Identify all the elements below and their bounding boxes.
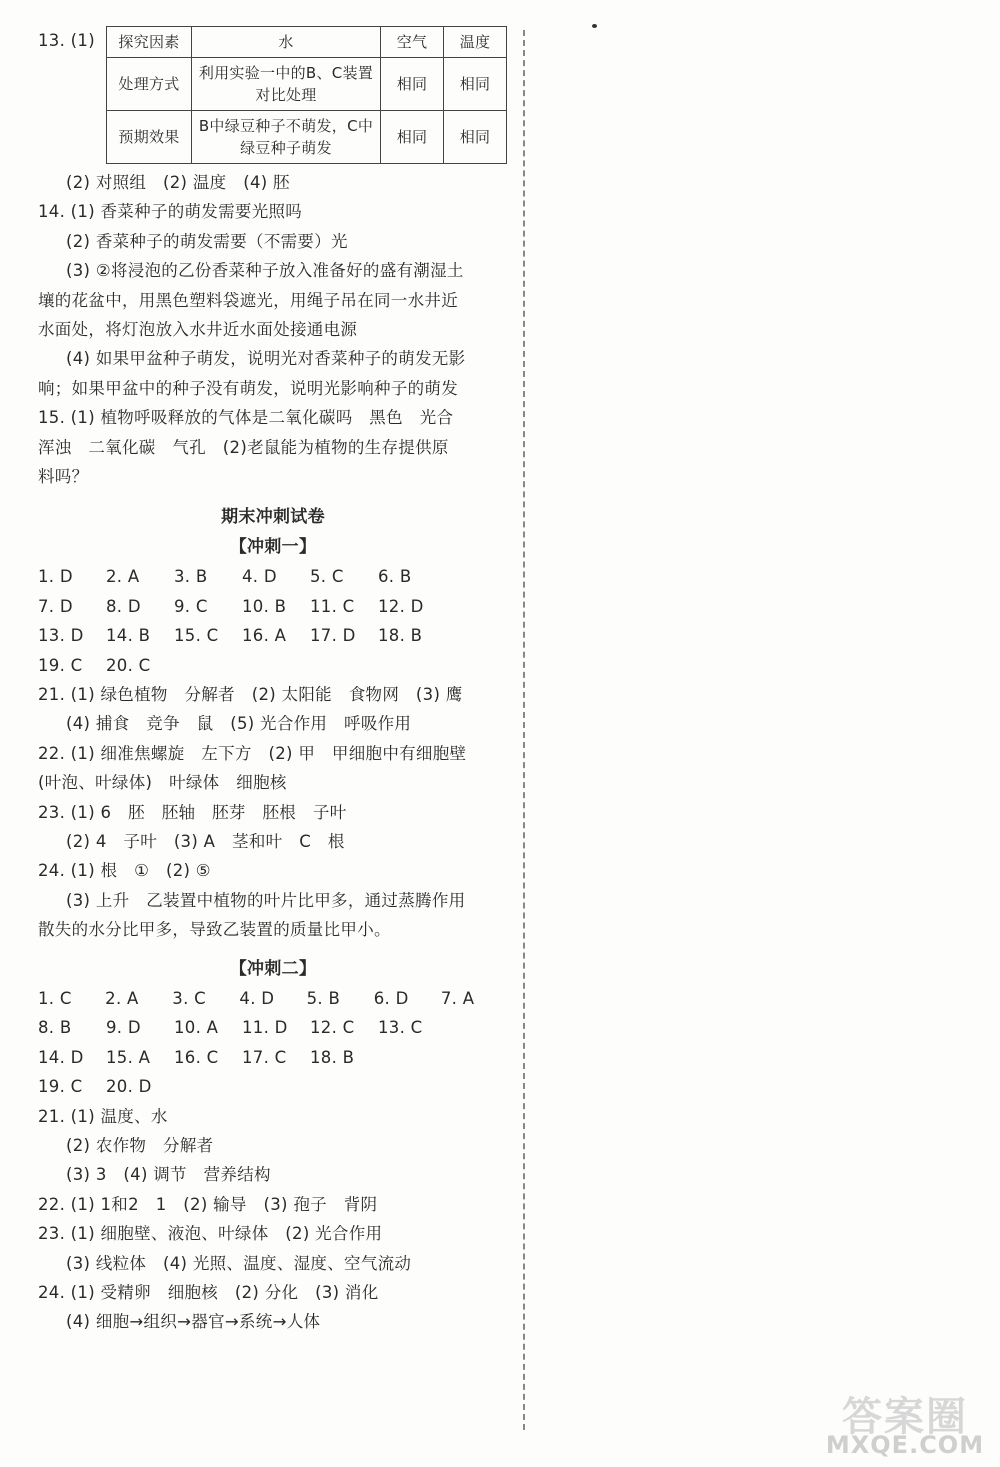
table-cell: 相同: [444, 111, 507, 164]
q13-part2: (2) 对照组 (2) 温度 (4) 胚: [66, 173, 290, 192]
choice-answer: 20. D: [106, 1077, 152, 1097]
answer-column: [38, 26, 508, 1337]
part1-title: 【冲刺一】: [229, 536, 317, 557]
q14-line: 14. (1) 香菜种子的萌发需要光照吗: [38, 202, 303, 222]
p2-answer-line: (2) 农作物 分解者: [66, 1136, 214, 1155]
part1-choice-row: [38, 651, 508, 680]
choice-answer: 5. C: [310, 567, 344, 587]
p1-answer-line: 21. (1) 绿色植物 分解者 (2) 太阳能 食物网 (3) 鹰: [38, 684, 463, 704]
choice-answer: 15. C: [174, 626, 219, 646]
choice-answer: 9. C: [174, 596, 208, 616]
p1-answer-line: 24. (1) 根 ① (2) ⑤: [38, 861, 211, 881]
q15-line: 浑浊 二氧化碳 气孔 (2)老鼠能为植物的生存提供原: [38, 437, 449, 457]
choice-answer: 2. A: [105, 988, 139, 1008]
choice-answer: 11. C: [310, 596, 355, 616]
p1-answer-line: 23. (1) 6 胚 胚轴 胚芽 胚根 子叶: [38, 802, 347, 822]
q14-line: 壤的花盆中，用黑色塑料袋遮光，用绳子吊在同一水井近: [38, 290, 458, 310]
p1-answer-line: 散失的水分比甲多，导致乙装置的质量比甲小。: [38, 920, 391, 940]
table-row: [107, 111, 507, 164]
choice-answer: 9. D: [106, 1018, 141, 1038]
table-cell: 预期效果: [107, 111, 192, 164]
ink-dot: [592, 24, 597, 28]
choice-answer: 17. D: [310, 626, 356, 646]
choice-answer: 10. B: [242, 596, 287, 616]
section-title: 期末冲刺试卷: [221, 507, 325, 528]
choice-answer: 3. C: [172, 988, 206, 1008]
spacer: [38, 945, 508, 955]
watermark-cn: 答案圈: [842, 1394, 968, 1440]
q13-block: [38, 26, 508, 164]
p2-answer-line: 22. (1) 1和2 1 (2) 输导 (3) 孢子 背阴: [38, 1194, 378, 1214]
choice-answer: 19. C: [38, 1077, 83, 1097]
choice-answer: 4. D: [242, 567, 277, 587]
choice-answer: 1. C: [38, 988, 72, 1008]
table-cell: 相同: [381, 111, 444, 164]
table-cell: 相同: [444, 58, 507, 111]
part2-title: 【冲刺二】: [229, 958, 317, 979]
choice-answer: 13. D: [38, 626, 84, 646]
choice-answer: 17. C: [242, 1047, 287, 1067]
q13-number: 13. (1): [38, 31, 95, 50]
choice-answer: 18. B: [310, 1047, 355, 1067]
choice-answer: 12. D: [378, 596, 424, 616]
choice-answer: 6. D: [373, 988, 409, 1008]
p1-answer-line: 22. (1) 细准焦螺旋 左下方 (2) 甲 甲细胞中有细胞壁: [38, 743, 467, 763]
part2-choice-row: [38, 1043, 508, 1072]
choice-answer: 13. C: [378, 1018, 423, 1038]
table-cell: 处理方式: [107, 58, 192, 111]
choice-answer: 11. D: [242, 1018, 288, 1038]
p2-answer-line: 21. (1) 温度、水: [38, 1106, 168, 1126]
q14-line: (4) 如果甲盆种子萌发，说明光对香菜种子的萌发无影: [66, 349, 466, 369]
part1-choice-row: [38, 562, 508, 591]
part2-choice-row: [38, 1013, 508, 1042]
p1-answer-line: (3) 上升 乙装置中植物的叶片比甲多，通过蒸腾作用: [66, 890, 466, 910]
watermark-logo: [815, 1385, 995, 1463]
choice-answer: 18. B: [378, 626, 423, 646]
choice-answer: 7. A: [440, 988, 475, 1008]
choice-answer: 14. B: [106, 626, 151, 646]
choice-answer: 6. B: [378, 567, 412, 587]
table-row: [107, 27, 507, 58]
table-cell: 水: [192, 27, 381, 58]
part1-choice-row: [38, 621, 508, 650]
choice-answer: 16. A: [242, 626, 287, 646]
table-cell: 温度: [444, 27, 507, 58]
choice-answer: 16. C: [174, 1047, 219, 1067]
choice-answer: 19. C: [38, 655, 83, 675]
p2-answer-line: (3) 线粒体 (4) 光照、温度、湿度、空气流动: [66, 1253, 412, 1273]
table-cell: B中绿豆种子不萌发，C中绿豆种子萌发: [192, 111, 381, 164]
table-cell: 空气: [381, 27, 444, 58]
part2-choice-row: [38, 1072, 508, 1101]
choice-answer: 15. A: [106, 1047, 151, 1067]
column-divider: [523, 30, 525, 1430]
watermark-en: MXQE.COM: [825, 1431, 985, 1459]
p1-answer-line: (2) 4 子叶 (3) A 茎和叶 C 根: [66, 831, 345, 851]
p1-answer-line: (叶泡、叶绿体) 叶绿体 细胞核: [38, 773, 287, 793]
table-cell: 利用实验一中的B、C装置对比处理: [192, 58, 381, 111]
choice-answer: 4. D: [239, 988, 275, 1008]
choice-answer: 8. D: [106, 596, 141, 616]
choice-answer: 5. B: [306, 988, 341, 1008]
choice-answer: 7. D: [38, 596, 73, 616]
choice-answer: 10. A: [174, 1018, 219, 1038]
table-cell: 探究因素: [107, 27, 192, 58]
q14-line: (2) 香菜种子的萌发需要（不需要）光: [66, 231, 348, 251]
q15-line: 料吗？: [38, 467, 89, 487]
choice-answer: 20. C: [106, 655, 151, 675]
choice-answer: 1. D: [38, 567, 73, 587]
table-cell: 相同: [381, 58, 444, 111]
q14-line: 响；如果甲盆中的种子没有萌发，说明光影响种子的萌发: [38, 378, 458, 398]
p2-answer-line: (3) 3 (4) 调节 营养结构: [66, 1165, 271, 1185]
choice-answer: 3. B: [174, 567, 208, 587]
p1-answer-line: (4) 捕食 竞争 鼠 (5) 光合作用 呼吸作用: [66, 714, 412, 734]
choice-answer: 14. D: [38, 1047, 84, 1067]
p2-answer-line: 23. (1) 细胞壁、液泡、叶绿体 (2) 光合作用: [38, 1224, 383, 1244]
part2-choice-row: [38, 984, 508, 1013]
p2-answer-line: 24. (1) 受精卵 细胞核 (2) 分化 (3) 消化: [38, 1283, 379, 1303]
q13-table: [106, 26, 507, 164]
choice-answer: 12. C: [310, 1018, 355, 1038]
q14-line: (3) ②将浸泡的乙份香菜种子放入准备好的盛有潮湿土: [66, 261, 464, 281]
choice-answer: 2. A: [106, 567, 140, 587]
table-row: [107, 58, 507, 111]
part1-choice-row: [38, 592, 508, 621]
q15-line: 15. (1) 植物呼吸释放的气体是二氧化碳吗 黑色 光合: [38, 408, 454, 428]
p2-answer-line: (4) 细胞→组织→器官→系统→人体: [66, 1312, 321, 1332]
q14-line: 水面处，将灯泡放入水井近水面处接通电源: [38, 320, 358, 340]
choice-answer: 8. B: [38, 1018, 72, 1038]
